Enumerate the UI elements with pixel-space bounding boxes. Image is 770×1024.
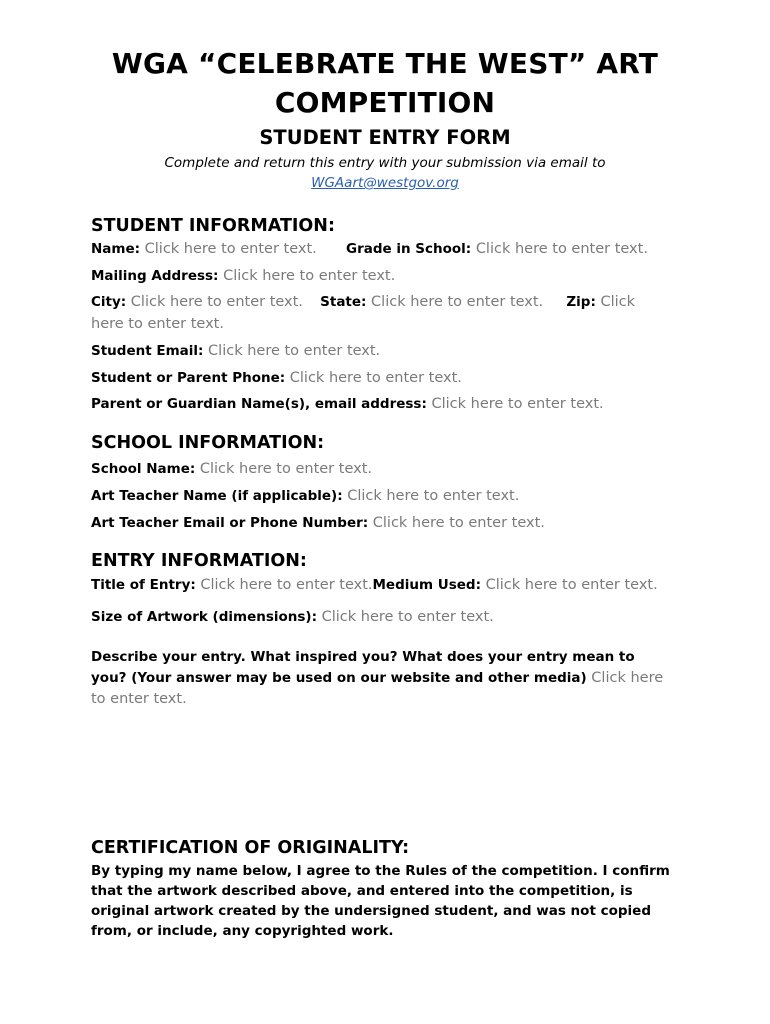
phone-row xyxy=(91,367,681,389)
grade-field[interactable]: Click here to enter text. xyxy=(475,241,648,257)
school-name-label: School Name: xyxy=(91,461,196,477)
name-grade-row xyxy=(91,238,681,260)
form-subtitle: STUDENT ENTRY FORM xyxy=(259,126,511,149)
teacher-name-field[interactable]: Click here to enter text. xyxy=(347,488,520,504)
phone-label: Student or Parent Phone: xyxy=(91,370,286,386)
certification-heading: CERTIFICATION OF ORIGINALITY: xyxy=(91,838,410,858)
guardian-field[interactable]: Click here to enter text. xyxy=(431,396,604,412)
describe-field[interactable]: Click here to enter text. xyxy=(91,670,664,707)
guardian-label: Parent or Guardian Name(s), email address: xyxy=(91,396,427,412)
instructions xyxy=(90,153,680,193)
name-field[interactable]: Click here to enter text. xyxy=(144,241,317,257)
medium-label: Medium Used: xyxy=(372,577,481,593)
zip-label: Zip: xyxy=(566,294,596,310)
student-email-field[interactable]: Click here to enter text. xyxy=(208,343,381,359)
grade-label: Grade in School: xyxy=(345,241,472,257)
state-label: State: xyxy=(320,294,367,310)
school-name-row xyxy=(91,458,681,480)
name-label: Name: xyxy=(91,241,141,257)
title-medium-row xyxy=(91,574,681,596)
school-info-heading: SCHOOL INFORMATION: xyxy=(91,433,325,453)
title-line-2: COMPETITION xyxy=(274,86,496,119)
student-info-heading: STUDENT INFORMATION: xyxy=(91,216,335,236)
city-state-zip-row xyxy=(91,291,681,313)
page-title xyxy=(90,44,680,122)
title-line-1: WGA “CELEBRATE THE WEST” ART xyxy=(111,47,659,80)
submission-email-link[interactable]: WGAart@westgov.org xyxy=(311,175,459,191)
teacher-name-label: Art Teacher Name (if applicable): xyxy=(91,488,343,504)
size-field[interactable]: Click here to enter text. xyxy=(321,609,494,625)
teacher-name-row xyxy=(91,485,681,507)
mailing-label: Mailing Address: xyxy=(91,268,219,284)
size-label: Size of Artwork (dimensions): xyxy=(91,609,317,625)
city-field[interactable]: Click here to enter text. xyxy=(130,294,303,310)
mailing-row xyxy=(91,265,681,287)
describe-label: Describe your entry. What inspired you? What does your entry mean to you? (Your answer may be used on our website and other media) xyxy=(91,649,635,686)
teacher-contact-field[interactable]: Click here to enter text. xyxy=(372,515,545,531)
guardian-row xyxy=(91,393,681,415)
mailing-field[interactable]: Click here to enter text. xyxy=(223,268,396,284)
certification-text: By typing my name below, I agree to the Rules of the competition. I confirm that the artwork described above, and entered into the competition, is original artwork created by the undersigned student, and was not copied from, or include, any copyrighted work. xyxy=(91,863,670,939)
zip-field-continued[interactable]: here to enter text. xyxy=(91,316,224,332)
zip-field[interactable]: Click xyxy=(600,294,636,310)
city-label: City: xyxy=(91,294,127,310)
student-email-label: Student Email: xyxy=(91,343,204,359)
entry-info-heading: ENTRY INFORMATION: xyxy=(91,551,307,571)
instructions-text: Complete and return this entry with your submission via email to xyxy=(164,155,606,171)
medium-field[interactable]: Click here to enter text. xyxy=(485,577,658,593)
teacher-contact-label: Art Teacher Email or Phone Number: xyxy=(91,515,369,531)
entry-title-field[interactable]: Click here to enter text. xyxy=(200,577,373,593)
entry-title-label: Title of Entry: xyxy=(91,577,196,593)
describe-row xyxy=(91,647,666,710)
school-name-field[interactable]: Click here to enter text. xyxy=(199,461,372,477)
phone-field[interactable]: Click here to enter text. xyxy=(289,370,462,386)
student-email-row xyxy=(91,340,681,362)
teacher-contact-row xyxy=(91,512,681,534)
state-field[interactable]: Click here to enter text. xyxy=(371,294,544,310)
zip-continuation-row xyxy=(91,313,681,335)
size-row xyxy=(91,606,681,628)
